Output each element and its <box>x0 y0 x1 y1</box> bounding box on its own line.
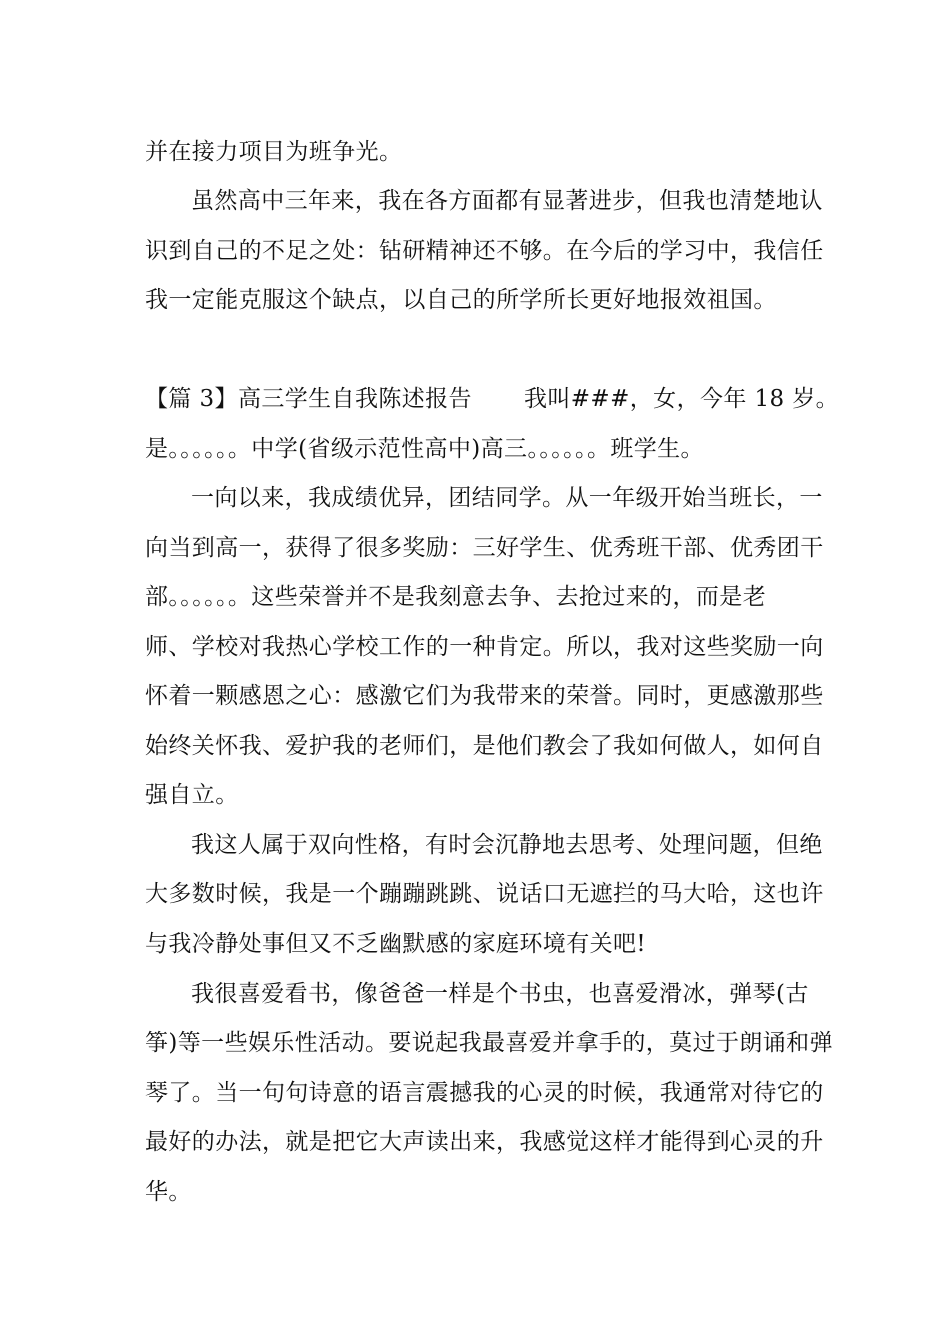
section-intro: 我叫###，女，今年 18 岁。 <box>523 386 840 412</box>
text-line: 筝)等一些娱乐性活动。要说起我最喜爱并拿手的，莫过于朗诵和弹 <box>145 1030 833 1056</box>
text-line: 强自立。 <box>145 782 239 808</box>
text-line: 并在接力项目为班争光。 <box>145 139 403 165</box>
text-line: 华。 <box>145 1179 192 1205</box>
paragraph-first-line: 我这人属于双向性格，有时会沉静地去思考、处理问题，但绝 <box>191 832 823 858</box>
text-line: 识到自己的不足之处：钻研精神还不够。在今后的学习中，我信任 <box>145 238 824 264</box>
paragraph-first-line: 一向以来，我成绩优异，团结同学。从一年级开始当班长，一 <box>191 485 823 511</box>
section-heading-line <box>145 384 840 414</box>
text-line: 师、学校对我热心学校工作的一种肯定。所以，我对这些奖励一向 <box>145 634 824 660</box>
text-line: 是。。。。。。中学(省级示范性高中)高三。。。。。。班学生。 <box>145 436 704 462</box>
text-line: 大多数时候，我是一个蹦蹦跳跳、说话口无遮拦的马大哈，这也许 <box>145 881 824 907</box>
section-title: 【篇 3】高三学生自我陈述报告 <box>145 386 472 412</box>
text-line: 最好的办法，就是把它大声读出来，我感觉这样才能得到心灵的升 <box>145 1129 824 1155</box>
text-line: 始终关怀我、爱护我的老师们，是他们教会了我如何做人，如何自 <box>145 733 824 759</box>
text-line: 怀着一颗感恩之心：感激它们为我带来的荣誉。同时，更感激那些 <box>145 683 824 709</box>
paragraph-first-line: 虽然高中三年来，我在各方面都有显著进步，但我也清楚地认 <box>191 188 823 214</box>
paragraph-first-line: 我很喜爱看书，像爸爸一样是个书虫，也喜爱滑冰，弹琴(古 <box>191 981 809 1007</box>
text-line: 与我冷静处事但又不乏幽默感的家庭环境有关吧! <box>145 931 647 957</box>
text-line: 向当到高一，获得了很多奖励：三好学生、优秀班干部、优秀团干 <box>145 535 824 561</box>
text-line: 我一定能克服这个缺点，以自己的所学所长更好地报效祖国。 <box>145 287 777 313</box>
text-line: 琴了。当一句句诗意的语言震撼我的心灵的时候，我通常对待它的 <box>145 1080 824 1106</box>
text-line: 部。。。。。。这些荣誉并不是我刻意去争、去抢过来的，而是老 <box>145 584 767 610</box>
